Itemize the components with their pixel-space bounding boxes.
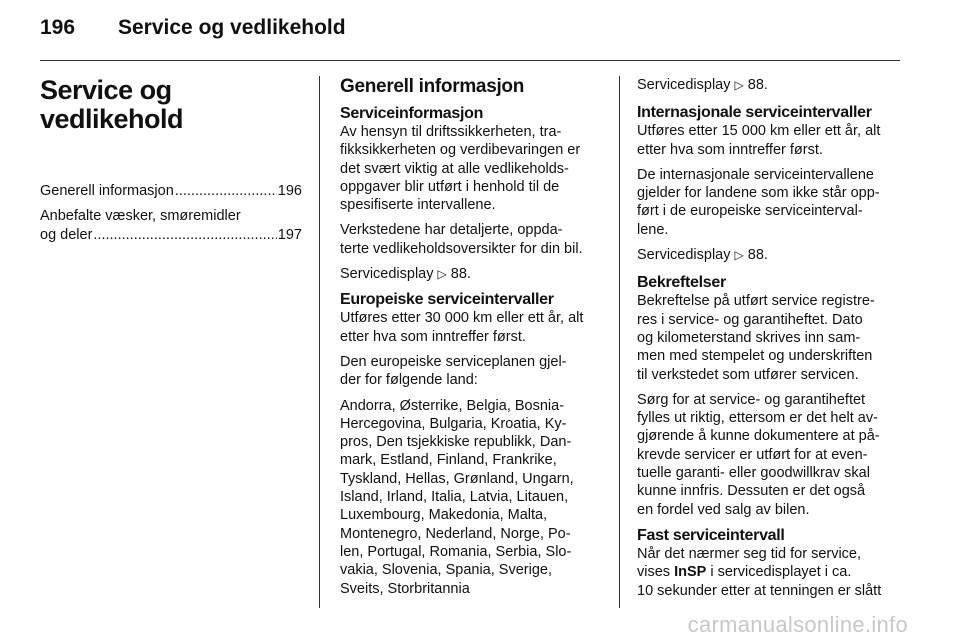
- toc-leader-dots: [93, 226, 276, 244]
- subheading-fixed-interval: Fast serviceintervall: [637, 526, 785, 544]
- cross-reference-service-display[interactable]: Servicedisplay ▷ 88.: [637, 247, 768, 264]
- running-header-title: Service og vedlikehold: [118, 16, 346, 39]
- subheading-international-intervals: Internasjonale serviceintervaller: [637, 104, 872, 122]
- insp-indicator: InSP: [674, 564, 707, 581]
- toc-page-number: 197: [277, 226, 302, 243]
- paragraph-european-interval: Utføres etter 30 000 km eller ett år, alt etter hva som inntreffer først.: [340, 310, 584, 345]
- column-divider-2: [619, 76, 620, 608]
- paragraph-reliability: Av hensyn til driftssikkerheten, tra- fikksikkerheten og verdibevaringen er det svært viktig at alle vedlikeholds- oppgaver blir utført i henhold til de spesifiserte intervallene.: [340, 124, 581, 214]
- paragraph-service-booklet: Sørg for at service- og garantiheftet fylles ut riktig, ettersom er det helt av- gjørende å kunne dokumentere at på- krevde servicer er utført for at even- tuelle garanti- eller goodwillkrav skal kunne innfris. Dessuten er det også en fordel ved salg av bilen.: [637, 391, 880, 518]
- text-column-2: [340, 76, 606, 605]
- toc-entry-text-cont: og deler: [40, 226, 93, 243]
- toc-entry-text: Anbefalte væsker, smøremidler: [40, 208, 241, 225]
- chapter-title-line-2: vedlikehold: [40, 104, 184, 134]
- subheading-confirmations: Bekreftelser: [637, 274, 726, 292]
- paragraph-confirmation: Bekreftelse på utført service registre- res i service- og garantiheftet. Dato og kilometerstand skrives inn sam- men med stempelet og underskriften til verkstedet som utfører servicen.: [637, 293, 875, 383]
- paragraph-workshops: Verkstedene har detaljerte, oppda- terte vedlikeholdsoversikter for din bil.: [340, 222, 583, 257]
- text-column-3: [637, 76, 907, 607]
- arrow-ref-icon: ▷: [437, 267, 447, 282]
- page-number: 196: [40, 16, 76, 39]
- paragraph-country-list: Andorra, Østerrike, Belgia, Bosnia- Hercegovina, Bulgaria, Kroatia, Ky- pros, Den tsjekkiske republikk, Dan- mark, Estland, Finland, Frankrike, Tyskland, Hellas, Grønland, Ungarn, Island, Irland, Italia, Latvia, Litauen, Luxembourg, Makedonia, Malta, Montenegro, Nederland, Norge, Po- len, Portugal, Romania, Serbia, Slo- vakia, Slovenia, Spania, Sverige, Sveits, Storbritannia: [340, 397, 574, 597]
- chapter-title: [40, 76, 302, 134]
- subheading-service-info: Serviceinformasjon: [340, 105, 484, 122]
- cross-reference-service-display[interactable]: Servicedisplay ▷ 88.: [340, 266, 471, 283]
- arrow-ref-icon: ▷: [734, 78, 744, 92]
- paragraph-european-plan: Den europeiske serviceplanen gjel- der for følgende land:: [340, 353, 567, 389]
- watermark: carmanualsonline.info: [687, 612, 908, 637]
- toc-entry-general-info[interactable]: [40, 182, 302, 200]
- subheading-european-intervals: Europeiske serviceintervaller: [340, 291, 554, 309]
- paragraph-international-interval: Utføres etter 15 000 km eller ett år, alt etter hva som inntreffer først.: [637, 123, 881, 158]
- header-rule: [40, 60, 900, 61]
- paragraph-international-countries: De internasjonale serviceintervallene gjelder for landene som ikke står opp- ført i de europeiske serviceinterval- lene.: [637, 166, 880, 238]
- toc-entry-recommended-fluids[interactable]: [40, 207, 302, 244]
- column-divider-1: [319, 76, 320, 608]
- toc-leader-dots: [175, 182, 277, 200]
- paragraph-fixed-interval: Når det nærmer seg tid for service, vises InSP i servicedisplayet i ca. 10 sekunder etter at tenningen er slått: [637, 545, 882, 599]
- chapter-title-line-1: Service og: [40, 75, 172, 105]
- section-heading-general-info: Generell informasjon: [340, 76, 525, 97]
- toc-entry-text: Generell informasjon: [40, 183, 174, 199]
- toc-page-number: 196: [277, 183, 302, 199]
- arrow-ref-icon: ▷: [734, 248, 744, 263]
- chapter-column: [40, 76, 302, 251]
- cross-reference-service-display[interactable]: Servicedisplay ▷ 88.: [637, 77, 768, 93]
